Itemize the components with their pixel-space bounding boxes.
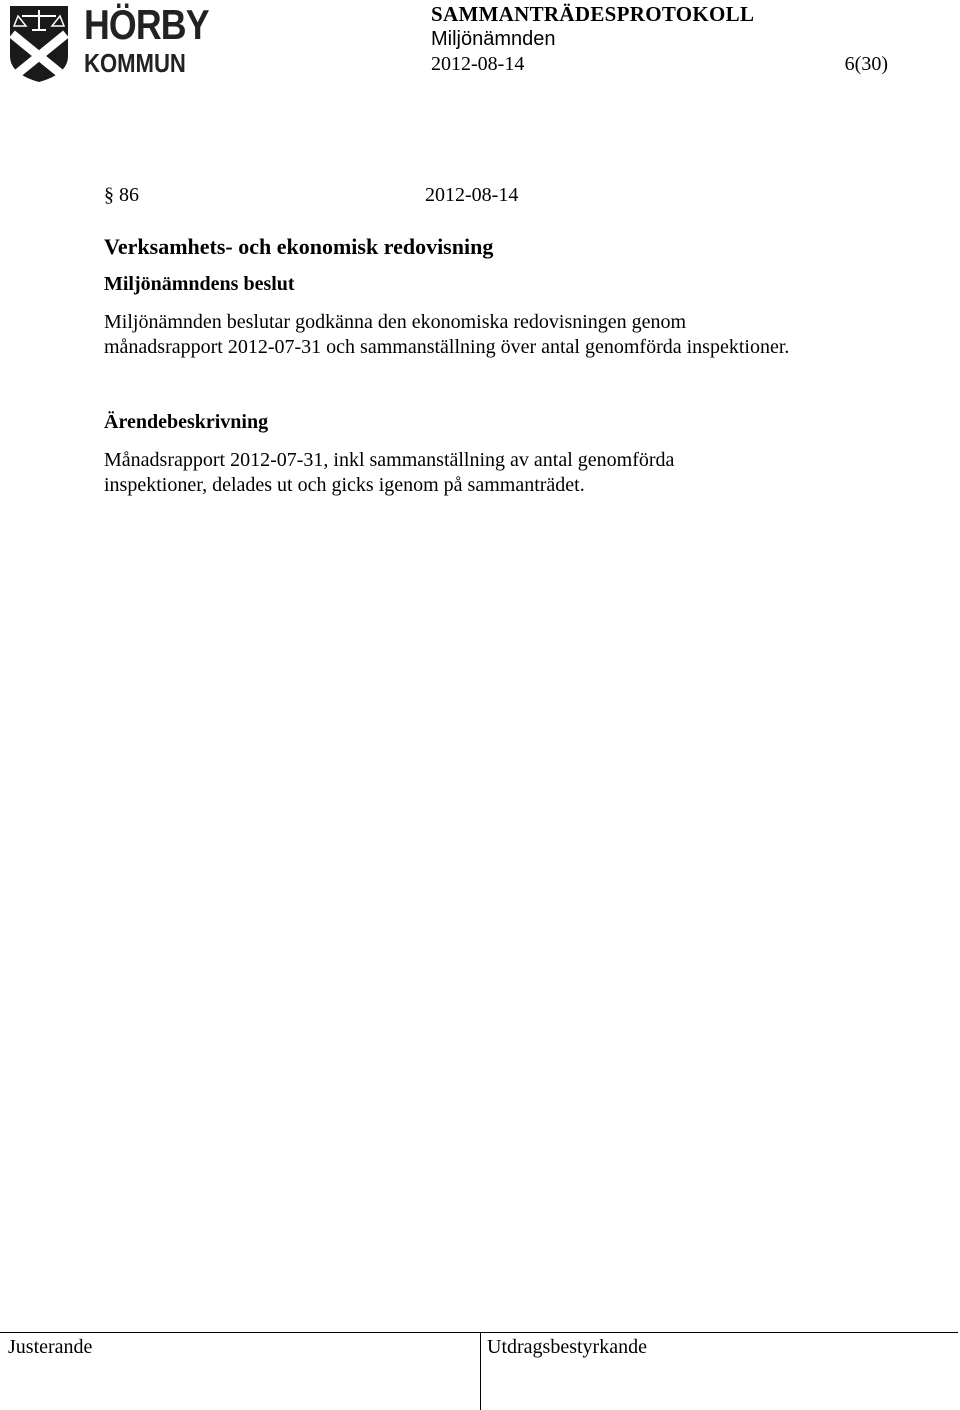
footer-divider xyxy=(0,1332,958,1333)
adjusting-signature-label: Justerande xyxy=(8,1336,93,1358)
municipality-logo xyxy=(8,1,209,84)
logo-name: HÖRBY xyxy=(84,1,209,48)
page-number: 6(30) xyxy=(844,53,888,75)
footer-column-divider xyxy=(480,1332,481,1410)
extract-certification-label: Utdragsbestyrkande xyxy=(487,1336,647,1358)
logo-subtitle: KOMMUN xyxy=(84,48,186,78)
decision-text: Miljönämnden beslutar godkänna den ekonomiska redovisningen genom månadsrapport 2012-07-31 och sammanställning över antal genomförda inspektioner. xyxy=(104,311,790,358)
meeting-date: 2012-08-14 xyxy=(431,53,525,75)
committee-name: Miljönämnden xyxy=(431,28,556,50)
logo-text xyxy=(84,1,231,78)
description-heading: Ärendebeskrivning xyxy=(104,411,269,433)
document-type: SAMMANTRÄDESPROTOKOLL xyxy=(431,2,755,26)
paragraph-date: 2012-08-14 xyxy=(425,184,519,206)
coat-of-arms-icon xyxy=(8,4,70,84)
paragraph-number: § 86 xyxy=(104,184,139,206)
item-title: Verksamhets- och ekonomisk redovisning xyxy=(104,234,494,259)
description-text: Månadsrapport 2012-07-31, inkl sammanställning av antal genomförda inspektioner, delades ut och gicks igenom på sammanträdet. xyxy=(104,449,675,496)
decision-heading: Miljönämndens beslut xyxy=(104,273,295,295)
